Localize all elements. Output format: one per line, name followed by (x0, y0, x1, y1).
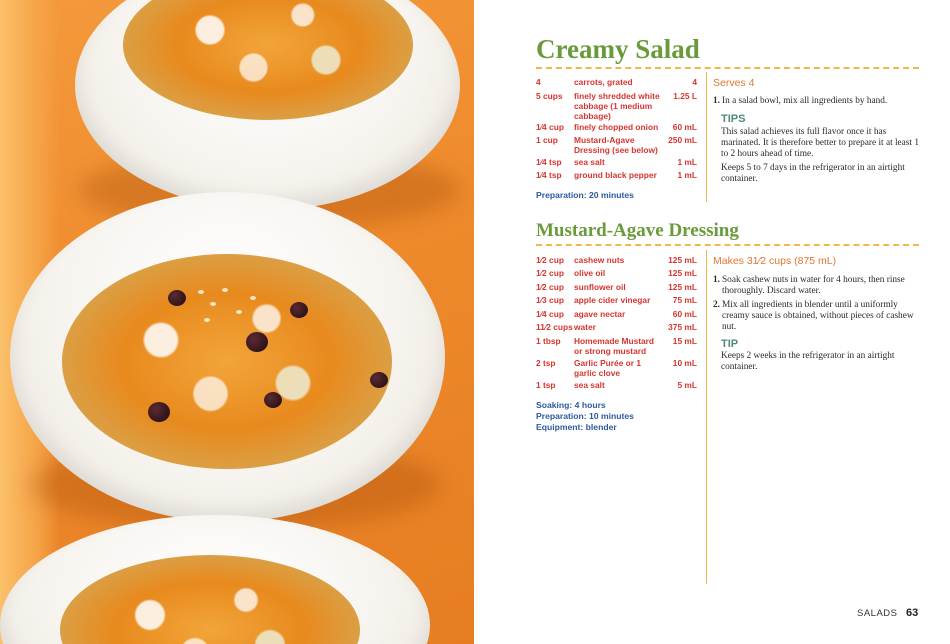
bowl-bottom (0, 515, 430, 644)
ingredient-row: 11⁄2 cups water 375 mL (536, 322, 697, 332)
tip-text: Keeps 2 weeks in the refrigerator in an airtight container. (721, 351, 895, 372)
serves: Serves 4 (713, 77, 755, 89)
tip-heading: TIP (721, 338, 739, 350)
ingredient-row: 1⁄2 cup sunflower oil 125 mL (536, 282, 697, 292)
step-2: 2. Mix all ingredients in blender until a uniformly creamy sauce is obtained, without pieces of cashew nut. (713, 300, 914, 332)
ingredient-row: 1⁄3 cup apple cider vinegar 75 mL (536, 295, 697, 305)
ingredient-row: 1⁄4 tsp ground black pepper 1 mL (536, 170, 697, 180)
tip-text: This salad achieves its full flavor once it has marinated. It is therefore better to prepare it at least 1 to 2 hours ahead of time. (721, 127, 919, 159)
ingredient-row: 1 tbsp Homemade Mustard or strong mustard 15 mL (536, 336, 697, 356)
title-rule (536, 244, 919, 246)
ingredient-row: 4 carrots, grated 4 (536, 77, 697, 87)
equipment: Equipment: blender (536, 422, 617, 432)
column-divider (706, 250, 707, 584)
step-1: 1. Soak cashew nuts in water for 4 hours, then rinse thoroughly. Discard water. (713, 275, 905, 296)
section-label: SALADS (857, 608, 898, 619)
preparation-time: Preparation: 10 minutes (536, 411, 634, 421)
tips-heading: TIPS (721, 113, 746, 125)
ingredient-row: 1 cup Mustard-Agave Dressing (see below) 250 mL (536, 135, 697, 155)
ingredient-row: 1⁄4 tsp sea salt 1 mL (536, 157, 697, 167)
ingredient-row: 1⁄4 cup agave nectar 60 mL (536, 309, 697, 319)
preparation-time: Preparation: 20 minutes (536, 190, 634, 200)
tip-text: Keeps 5 to 7 days in the refrigerator in an airtight container. (721, 163, 905, 184)
title-rule (536, 67, 919, 69)
ingredient-row: 1 tsp sea salt 5 mL (536, 380, 697, 390)
bowl-middle (10, 192, 445, 522)
soaking-time: Soaking: 4 hours (536, 400, 606, 410)
column-divider (706, 72, 707, 202)
ingredient-row: 2 tsp Garlic Purée or 1 garlic clove 10 mL (536, 358, 697, 378)
ingredient-row: 1⁄2 cup cashew nuts 125 mL (536, 255, 697, 265)
ingredient-row: 1⁄4 cup finely chopped onion 60 mL (536, 122, 697, 132)
page-number: 63 (906, 607, 919, 619)
salad-photo (0, 0, 474, 644)
recipe-title-dressing: Mustard-Agave Dressing (536, 220, 739, 241)
recipe-title-creamy-salad: Creamy Salad (536, 34, 700, 64)
step-1: 1. In a salad bowl, mix all ingredients by hand. (713, 96, 888, 106)
ingredient-row: 1⁄2 cup olive oil 125 mL (536, 268, 697, 278)
ingredient-row: 5 cups finely shredded white cabbage (1 medium cabbage) 1.25 L (536, 91, 697, 121)
yield: Makes 31⁄2 cups (875 mL) (713, 255, 837, 267)
